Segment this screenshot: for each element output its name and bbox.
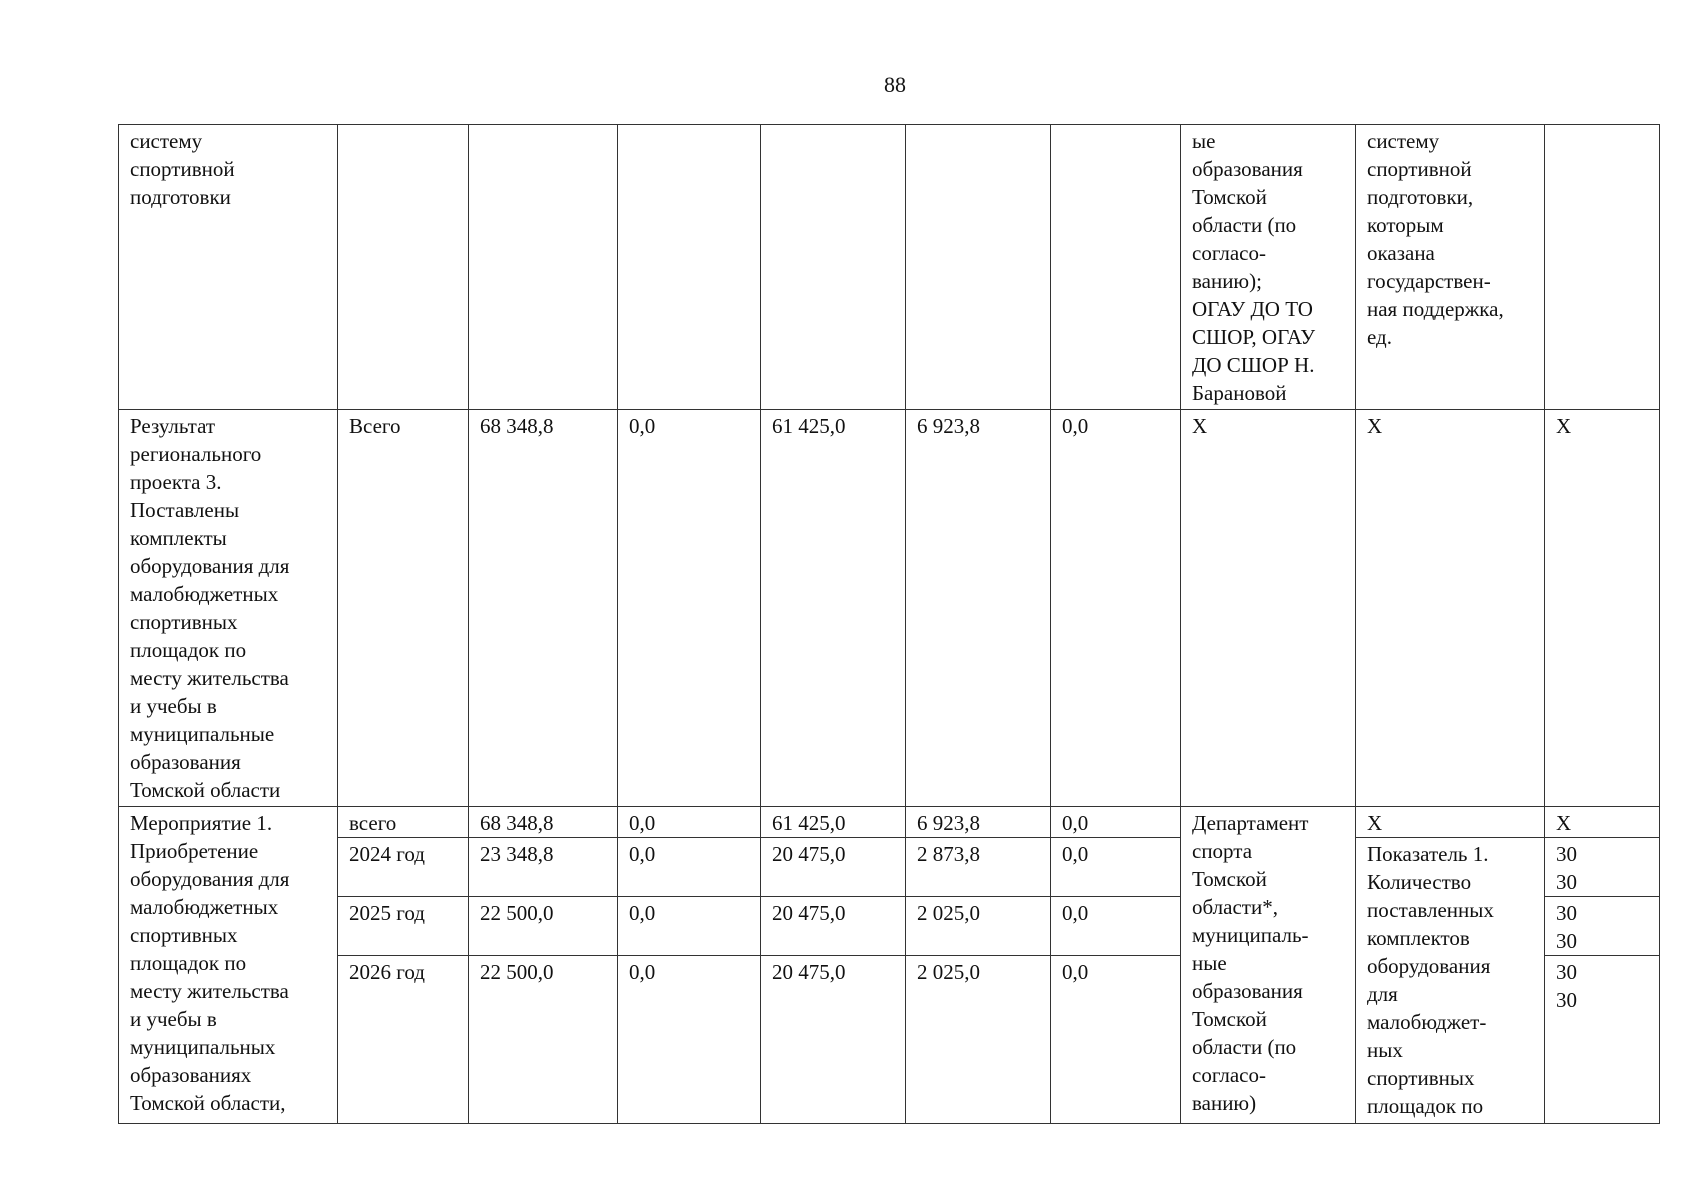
cell-regional: 61 425,0 — [761, 807, 906, 838]
cell-regional: 20 475,0 — [761, 838, 906, 897]
cell-federal: 0,0 — [618, 807, 761, 838]
cell-period: 2024 год — [338, 838, 469, 897]
cell-federal: 0,0 — [618, 956, 761, 1124]
table-row-continuation — [119, 125, 1660, 410]
cell-local: 2 873,8 — [906, 838, 1051, 897]
cell-value: 30 30 — [1545, 956, 1660, 1124]
cell-period: 2026 год — [338, 956, 469, 1124]
cell-period: всего — [338, 807, 469, 838]
cell-regional — [761, 125, 906, 410]
cell-value: 30 30 — [1545, 897, 1660, 956]
cell-regional: 20 475,0 — [761, 897, 906, 956]
cell-federal: 0,0 — [618, 410, 761, 807]
cell-regional: 61 425,0 — [761, 410, 906, 807]
cell-local: 6 923,8 — [906, 807, 1051, 838]
cell-total: 22 500,0 — [469, 897, 618, 956]
cell-period: Всего — [338, 410, 469, 807]
cell-period — [338, 125, 469, 410]
table-row-measure-total — [119, 807, 1660, 838]
cell-federal — [618, 125, 761, 410]
cell-responsible: Х — [1181, 410, 1356, 807]
cell-total: 23 348,8 — [469, 838, 618, 897]
cell-total — [469, 125, 618, 410]
cell-regional: 20 475,0 — [761, 956, 906, 1124]
cell-local: 2 025,0 — [906, 956, 1051, 1124]
cell-indicator: систему спортивной подготовки, которым оказана государствен- ная поддержка, ед. — [1356, 125, 1545, 410]
cell-other: 0,0 — [1051, 956, 1181, 1124]
cell-indicator: Показатель 1. Количество поставленных комплектов оборудования для малобюджет- ных спортивных площадок по — [1356, 838, 1545, 1124]
cell-period: 2025 год — [338, 897, 469, 956]
page-number: 88 — [884, 72, 906, 97]
table-row-measure-year — [119, 838, 1660, 897]
cell-value: Х — [1545, 410, 1660, 807]
cell-value — [1545, 125, 1660, 410]
cell-federal: 0,0 — [618, 838, 761, 897]
cell-name: систему спортивной подготовки — [119, 125, 338, 410]
cell-local: 6 923,8 — [906, 410, 1051, 807]
cell-responsible: ые образования Томской области (по согласо- ванию); ОГАУ ДО ТО СШОР, ОГАУ ДО СШОР Н. Барановой — [1181, 125, 1356, 410]
cell-indicator: Х — [1356, 410, 1545, 807]
cell-total: 68 348,8 — [469, 807, 618, 838]
cell-federal: 0,0 — [618, 897, 761, 956]
cell-local — [906, 125, 1051, 410]
cell-local: 2 025,0 — [906, 897, 1051, 956]
cell-total: 22 500,0 — [469, 956, 618, 1124]
cell-value: Х — [1545, 807, 1660, 838]
cell-other: 0,0 — [1051, 807, 1181, 838]
cell-other: 0,0 — [1051, 410, 1181, 807]
cell-responsible: Департамент спорта Томской области*, муниципаль- ные образования Томской области (по согласо- ванию) — [1181, 807, 1356, 1124]
program-table — [118, 124, 1660, 1124]
cell-total: 68 348,8 — [469, 410, 618, 807]
cell-other: 0,0 — [1051, 897, 1181, 956]
cell-other: 0,0 — [1051, 838, 1181, 897]
cell-other — [1051, 125, 1181, 410]
cell-value: 30 30 — [1545, 838, 1660, 897]
cell-indicator: Х — [1356, 807, 1545, 838]
cell-name: Результат регионального проекта 3. Поставлены комплекты оборудования для малобюджетных спортивных площадок по месту жительства и учебы в муниципальные образования Томской области — [119, 410, 338, 807]
table-row-result — [119, 410, 1660, 807]
cell-name: Мероприятие 1. Приобретение оборудования для малобюджетных спортивных площадок по месту жительства и учебы в муниципальных образованиях Томской области, — [119, 807, 338, 1124]
